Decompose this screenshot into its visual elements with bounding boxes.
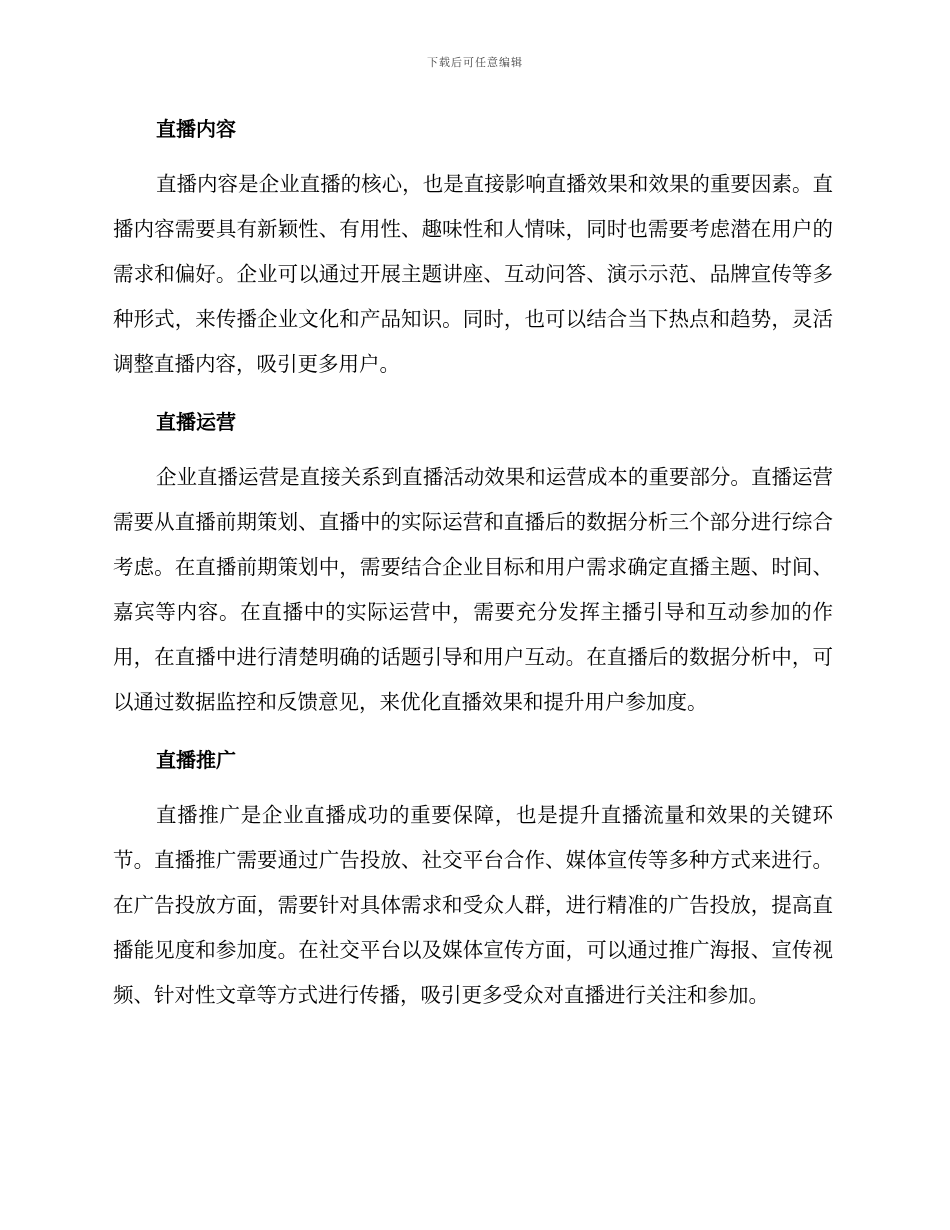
section-live-content (113, 112, 833, 387)
section-heading: 直播推广 (156, 748, 236, 772)
section-heading: 直播内容 (156, 117, 236, 141)
section-paragraph: 直播内容是企业直播的核心，也是直接影响直播效果和效果的重要因素。直播内容需要具有新颖性、有用性、趣味性和人情味，同时也需要考虑潜在用户的需求和偏好。企业可以通过开展主题讲座、互动问答、演示示范、品牌宣传等多种形式，来传播企业文化和产品知识。同时，也可以结合当下热点和趋势，灵活调整直播内容，吸引更多用户。 (113, 172, 833, 376)
document-content (113, 112, 833, 1036)
section-paragraph: 直播推广是企业直播成功的重要保障，也是提升直播流量和效果的关键环节。直播推广需要通过广告投放、社交平台合作、媒体宣传等多种方式来进行。在广告投放方面，需要针对具体需求和受众人群，进行精准的广告投放，提高直播能见度和参加度。在社交平台以及媒体宣传方面，可以通过推广海报、宣传视频、针对性文章等方式进行传播，吸引更多受众对直播进行关注和参加。 (113, 803, 833, 1007)
section-live-promotion (113, 743, 833, 1018)
section-paragraph: 企业直播运营是直接关系到直播活动效果和运营成本的重要部分。直播运营需要从直播前期策划、直播中的实际运营和直播后的数据分析三个部分进行综合考虑。在直播前期策划中，需要结合企业目标和用户需求确定直播主题、时间、嘉宾等内容。在直播中的实际运营中，需要充分发挥主播引导和互动参加的作用，在直播中进行清楚明确的话题引导和用户互动。在直播后的数据分析中，可以通过数据监控和反馈意见，来优化直播效果和提升用户参加度。 (113, 465, 833, 714)
section-live-operation (113, 405, 833, 725)
header-note: 下载后可任意编辑 (427, 56, 523, 69)
section-heading: 直播运营 (156, 410, 236, 434)
